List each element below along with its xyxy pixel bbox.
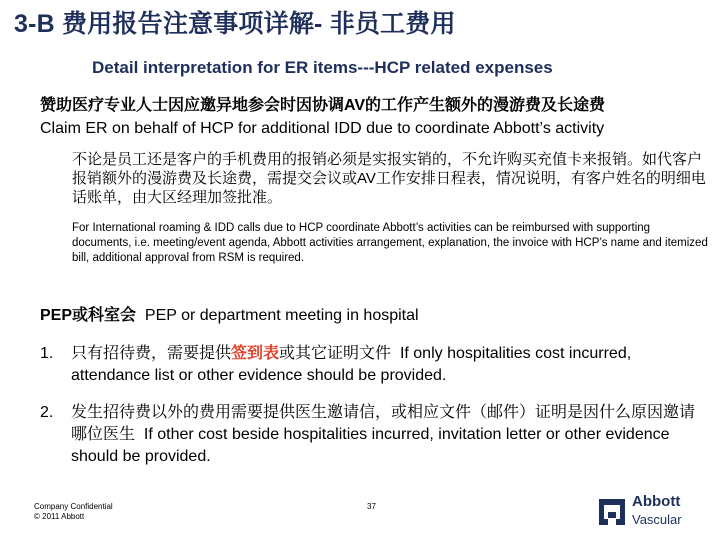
list-item-text: [71, 343, 708, 387]
section1-heading-en: Claim ER on behalf of HCP for additional IDD due to coordinate Abbott’s activity: [40, 120, 605, 137]
highlight-attendance-list: 签到表: [231, 345, 280, 362]
list-item: [40, 343, 708, 387]
abbott-logo-icon: [596, 495, 628, 529]
list-item: [40, 402, 708, 468]
list-item-text-cn: 只有招待费，需要提供: [71, 345, 232, 362]
slide-title: 3-B 费用报告注意事项详解- 非员工费用: [14, 10, 456, 38]
footer-confidential: [34, 502, 113, 522]
page-number: 37: [367, 502, 376, 511]
logo-wordmark: Abbott: [632, 493, 681, 510]
section1-heading-cn: 赞助医疗专业人士因应邀异地参会时因协调AV的工作产生额外的漫游费及长途费: [40, 97, 606, 114]
logo-division: Vascular: [632, 512, 682, 527]
list-item-text-en: If only hospitalities cost incurred, attendance list or other evidence should be provided.: [71, 345, 632, 384]
list-item-number: 2.: [40, 404, 54, 421]
section1-body-en: For International roaming & IDD calls due to HCP coordinate Abbott’s activities can be reimbursed with supporting documents, i.e. meeting/event agenda, Abbott activities arrangement, explanation, the invoice with HCP’s name and itemized bill, additional approval from RSM is required.: [72, 222, 708, 264]
list-item-text-cn: 发生招待费以外的费用需要提供医生邀请信，或相应文件（邮件）证明是因什么原因邀请哪位医生: [71, 404, 696, 443]
slide-subtitle: Detail interpretation for ER items---HCP related expenses: [92, 58, 553, 77]
list-item-number: 1.: [40, 345, 54, 362]
section2-heading-cn: PEP或科室会: [40, 307, 137, 324]
list-item-text: [71, 402, 708, 468]
list-item-text-cn-after: 或其它证明文件: [279, 345, 392, 362]
copyright-label: © 2011 Abbott: [34, 512, 85, 521]
section2-heading: [40, 302, 419, 325]
list-item-text-en: If other cost beside hospitalities incurred, invitation letter or other evidence should be provided.: [71, 426, 670, 465]
abbott-logo: [596, 492, 714, 536]
section2-heading-en: PEP or department meeting in hospital: [144, 307, 419, 324]
confidential-label: Company Confidential: [34, 502, 113, 511]
section1-body-cn: 不论是员工还是客户的手机费用的报销必须是实报实销的，不允许购买充值卡来报销。如代客户报销额外的漫游费及长途费，需提交会议或AV工作安排日程表，情况说明，有客户姓名的明细电话账单，由大区经理加签批准。: [72, 151, 706, 206]
